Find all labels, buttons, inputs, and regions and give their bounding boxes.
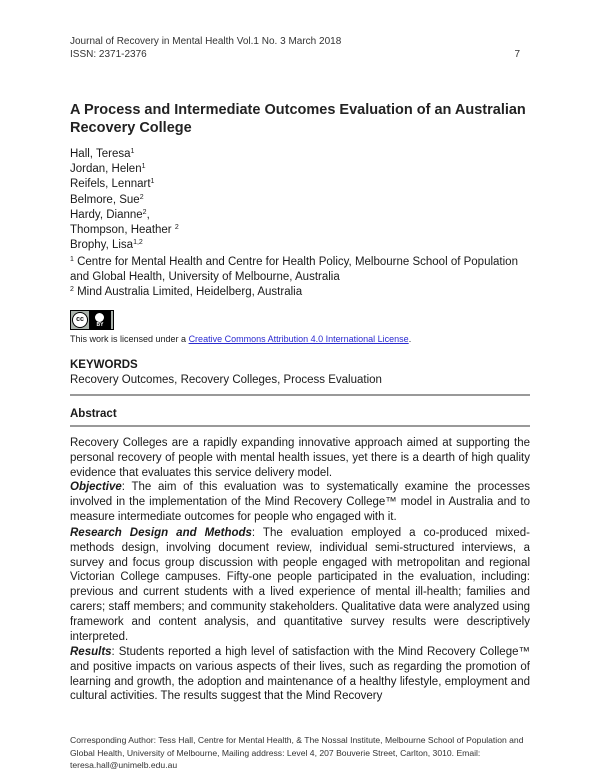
keywords-text: Recovery Outcomes, Recovery Colleges, Process Evaluation bbox=[70, 374, 382, 386]
page-number: 7 bbox=[514, 49, 520, 60]
affiliations bbox=[70, 255, 535, 301]
affiliation: $^2$ Mind Australia Limited, Heidelberg, Australia bbox=[70, 286, 303, 299]
abstract-intro: Recovery Colleges are a rapidly expanding innovative approach aimed at supporting the personal recovery of people with mental health issues, yet there is a dearth of high quality evidence that evaluates this service delivery model. bbox=[70, 437, 530, 479]
cc-icon: cc bbox=[72, 312, 88, 328]
affiliation: $^1$ Centre for Mental Health and Centre for Health Policy, Melbourne School of Population and Global Health, University of Melbourne, Australia bbox=[70, 256, 518, 284]
author: Brophy, Lisa$^{1,2}$ bbox=[70, 239, 143, 252]
paper-title: A Process and Intermediate Outcomes Evaluation of an Australian Recovery College bbox=[70, 102, 526, 136]
keywords-heading: KEYWORDS bbox=[70, 359, 138, 371]
license-link[interactable]: Creative Commons Attribution 4.0 International License bbox=[188, 334, 409, 344]
author: Reifels, Lennart$^1$ bbox=[70, 178, 155, 191]
abstract-results: Results: Students reported a high level of satisfaction with the Mind Recovery College™ and positive impacts on various aspects of their lives, such as regarding the promotion of learning and growth, the adoption and maintenance of a healthy lifestyle, employment and cultural activities. The results suggest that the Mind Recovery bbox=[70, 646, 530, 703]
abstract-methods: Research Design and Methods: The evaluation employed a co-produced mixed-methods design, involving document review, individual semi-structured interviews, a survey and focus group discussion with people engaged with metropolitan and regional Victorian College campuses. Fifty-one people participated in the evaluation, including: previous and current students with a lived experience of mental ill-health; families and carers; staff members; and community stakeholders. Qualitative data were analyzed using framework and content analysis, and quantitative survey results were descriptively interpreted. bbox=[70, 527, 530, 643]
license-statement: This work is licensed under a Creative Commons Attribution 4.0 International License. bbox=[70, 334, 412, 344]
author-list bbox=[70, 147, 179, 253]
author: Hall, Teresa$^1$ bbox=[70, 148, 135, 160]
issn: ISSN: 2371-2376 bbox=[70, 49, 147, 60]
abstract-heading: Abstract bbox=[70, 408, 117, 420]
abstract-objective: Objective: The aim of this evaluation was to systematically examine the processes involved in the implementation of the Mind Recovery College™ model in Australia and to measure intermediate outcomes for people who engaged with it. bbox=[70, 481, 530, 523]
cc-by-license-icon[interactable] bbox=[70, 310, 114, 330]
author: Belmore, Sue$^2$ bbox=[70, 193, 144, 206]
author: Thompson, Heather $^2$ bbox=[70, 224, 179, 237]
journal-line: Journal of Recovery in Mental Health Vol.1 No. 3 March 2018 bbox=[70, 36, 342, 47]
by-icon: BY bbox=[89, 311, 111, 329]
author: Hardy, Dianne$^2$, bbox=[70, 208, 150, 221]
corresponding-author: Corresponding Author: Tess Hall, Centre for Mental Health, & The Nossal Institute, Melbourne School of Population and Global Health, University of Melbourne, Mailing address: Level 4, 207 Bouverie Street, Carlton, 3010. Email: teresa.hall@unimelb.edu.au bbox=[70, 735, 524, 770]
issn-row bbox=[70, 48, 520, 61]
divider bbox=[70, 425, 530, 427]
divider bbox=[70, 394, 530, 396]
author: Jordan, Helen$^1$ bbox=[70, 163, 146, 176]
